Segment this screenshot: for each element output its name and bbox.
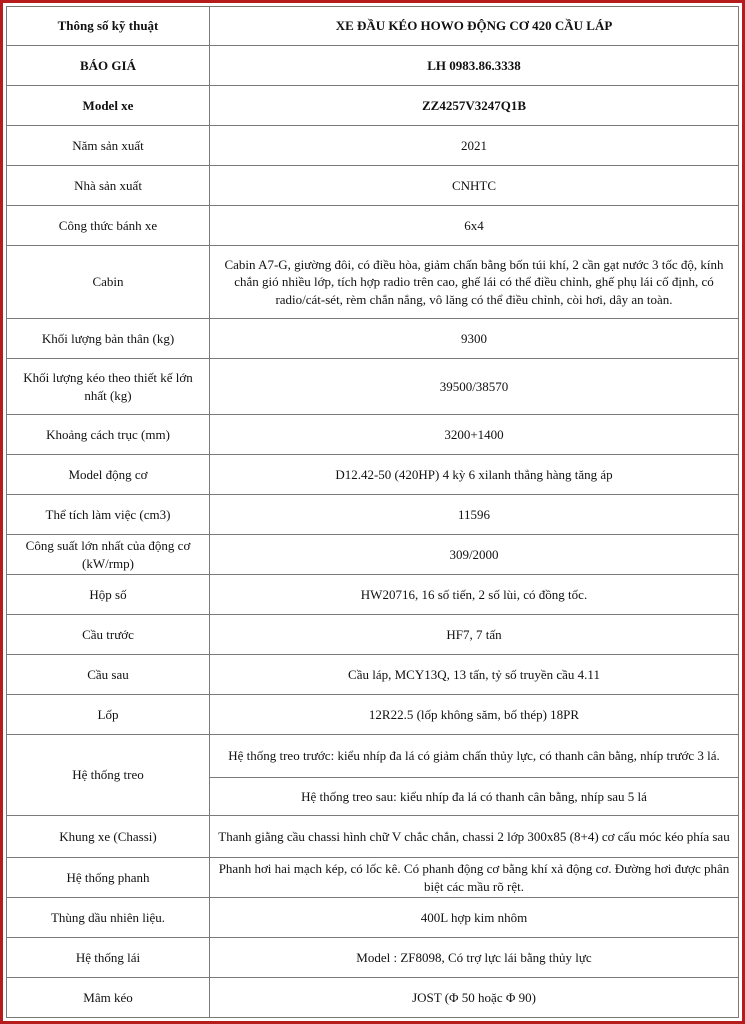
spec-value: ZZ4257V3247Q1B: [210, 86, 739, 126]
spec-label: Model xe: [7, 86, 210, 126]
spec-label: BÁO GIÁ: [7, 46, 210, 86]
spec-label: Thể tích làm việc (cm3): [7, 495, 210, 535]
spec-label: Thông số kỹ thuật: [7, 7, 210, 46]
spec-label: Công suất lớn nhất của động cơ (kW/rmp): [7, 535, 210, 575]
spec-value: 3200+1400: [210, 415, 739, 455]
table-row: [7, 495, 739, 535]
spec-label: Khối lượng bản thân (kg): [7, 319, 210, 359]
spec-table: [6, 6, 739, 1018]
spec-value: 6x4: [210, 206, 739, 246]
spec-value: Cabin A7-G, giường đôi, có điều hòa, giảm chấn bằng bốn túi khí, 2 cần gạt nước 3 tốc độ, kính chắn gió nhiều lớp, tích hợp radio trên cao, ghế lái có thể điều chỉnh, ghế phụ lái cố định, có radio/cát-sét, rèm chắn nắng, vô lăng có thể điều chỉnh, còi hơi, dây an toàn.: [210, 246, 739, 319]
table-row: [7, 359, 739, 415]
spec-value: LH 0983.86.3338: [210, 46, 739, 86]
table-row: [7, 415, 739, 455]
spec-label: Hộp số: [7, 575, 210, 615]
table-row: [7, 126, 739, 166]
spec-label: Cầu sau: [7, 655, 210, 695]
spec-label: Cầu trước: [7, 615, 210, 655]
spec-value: XE ĐẦU KÉO HOWO ĐỘNG CƠ 420 CẦU LÁP: [210, 7, 739, 46]
spec-value: 2021: [210, 126, 739, 166]
spec-value: 400L hợp kim nhôm: [210, 898, 739, 938]
table-row: [7, 575, 739, 615]
table-row: [7, 206, 739, 246]
spec-value: 39500/38570: [210, 359, 739, 415]
spec-label: Thùng dầu nhiên liệu.: [7, 898, 210, 938]
table-row: [7, 46, 739, 86]
table-row: [7, 695, 739, 735]
spec-value: HW20716, 16 số tiến, 2 số lùi, có đồng tốc.: [210, 575, 739, 615]
spec-label: Lốp: [7, 695, 210, 735]
table-row: [7, 615, 739, 655]
spec-label: Khối lượng kéo theo thiết kế lớn nhất (kg): [7, 359, 210, 415]
table-row: [7, 816, 739, 858]
spec-label: Model động cơ: [7, 455, 210, 495]
spec-value: HF7, 7 tấn: [210, 615, 739, 655]
spec-value: 309/2000: [210, 535, 739, 575]
spec-value: Model : ZF8098, Có trợ lực lái bằng thủy lực: [210, 938, 739, 978]
table-row: [7, 655, 739, 695]
table-row: [7, 166, 739, 206]
table-row: [7, 455, 739, 495]
table-row: [7, 938, 739, 978]
spec-label: Mâm kéo: [7, 978, 210, 1018]
table-row: [7, 535, 739, 575]
spec-value: 11596: [210, 495, 739, 535]
table-row: [7, 319, 739, 359]
table-row: [7, 735, 739, 778]
spec-value: 12R22.5 (lốp không săm, bố thép) 18PR: [210, 695, 739, 735]
spec-label: Năm sản xuất: [7, 126, 210, 166]
suspension-label: Hệ thống treo: [7, 735, 210, 816]
spec-value: D12.42-50 (420HP) 4 kỳ 6 xilanh thẳng hàng tăng áp: [210, 455, 739, 495]
spec-value: CNHTC: [210, 166, 739, 206]
spec-value: Thanh giằng cầu chassi hình chữ V chắc chắn, chassi 2 lớp 300x85 (8+4) cơ cấu móc kéo phía sau: [210, 816, 739, 858]
spec-value: Cầu láp, MCY13Q, 13 tấn, tỷ số truyền cầu 4.11: [210, 655, 739, 695]
spec-value: JOST (Φ 50 hoặc Φ 90): [210, 978, 739, 1018]
spec-label: Hệ thống phanh: [7, 858, 210, 898]
table-row: [7, 898, 739, 938]
suspension-rear-value: Hệ thống treo sau: kiểu nhíp đa lá có thanh cân bằng, nhíp sau 5 lá: [210, 778, 739, 816]
suspension-front-value: Hệ thống treo trước: kiểu nhíp đa lá có giảm chấn thủy lực, có thanh cân bằng, nhíp trước 3 lá.: [210, 735, 739, 778]
spec-label: Công thức bánh xe: [7, 206, 210, 246]
spec-label: Hệ thống lái: [7, 938, 210, 978]
spec-label: Khung xe (Chassi): [7, 816, 210, 858]
spec-label: Nhà sản xuất: [7, 166, 210, 206]
spec-label: Khoảng cách trục (mm): [7, 415, 210, 455]
table-row: [7, 858, 739, 898]
spec-value: Phanh hơi hai mạch kép, có lốc kê. Có phanh động cơ bằng khí xả động cơ. Đường hơi được phân biệt các mầu rõ rệt.: [210, 858, 739, 898]
table-row: [7, 246, 739, 319]
table-row: [7, 978, 739, 1018]
spec-value: 9300: [210, 319, 739, 359]
table-row: [7, 86, 739, 126]
table-row: [7, 7, 739, 46]
spec-label: Cabin: [7, 246, 210, 319]
